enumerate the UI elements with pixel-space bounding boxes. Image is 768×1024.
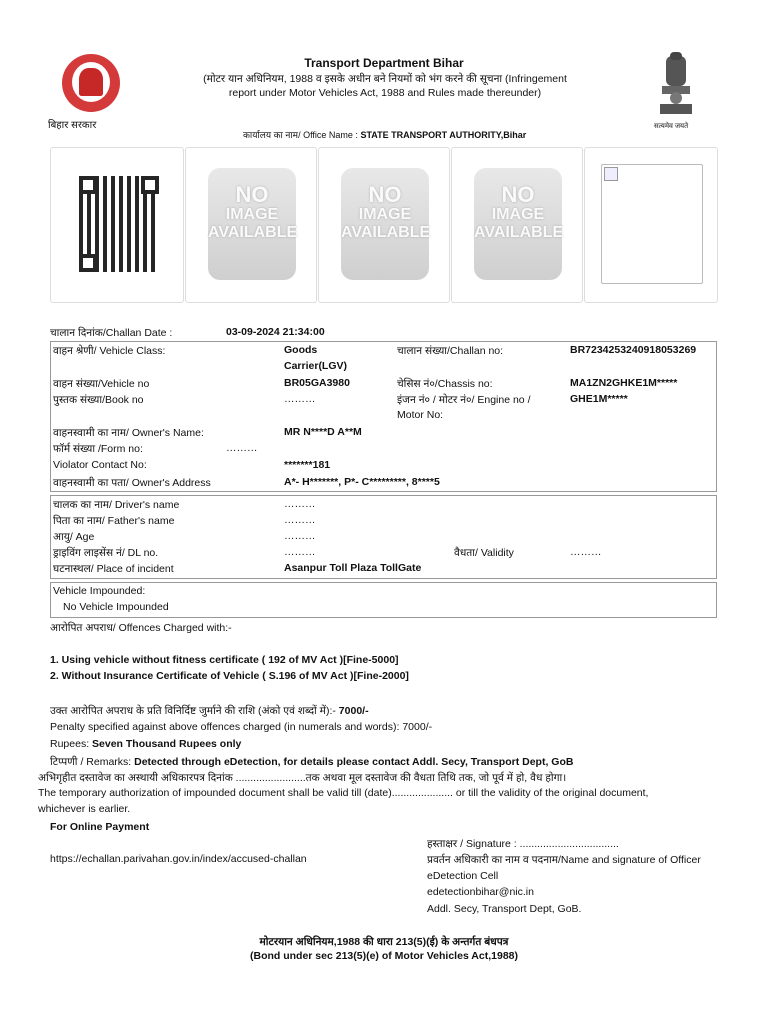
no-image-placeholder: NO IMAGE AVAILABLE — [208, 168, 296, 280]
vehicle-class-label: वाहन श्रेणी/ Vehicle Class: — [53, 345, 166, 357]
online-payment-label: For Online Payment — [50, 821, 150, 833]
payment-url-link[interactable]: https://echallan.parivahan.gov.in/index/accused-challan — [50, 853, 307, 865]
national-emblem-icon — [658, 52, 694, 118]
challan-no-label: चालान संख्या/Challan no: — [397, 345, 504, 357]
no-image-placeholder: NO IMAGE AVAILABLE — [341, 168, 429, 280]
subtitle-line-2: report under Motor Vehicles Act, 1988 and Rules made thereunder) — [228, 87, 542, 99]
emblem-caption: सत्यमेव जयते — [654, 123, 689, 130]
chassis-value: MA1ZN2GHKE1M***** — [570, 377, 678, 389]
book-no-label: पुस्तक संख्या/Book no — [53, 394, 144, 406]
remarks: टिप्पणी / Remarks: Detected through eDetection, for details please contact Addl. Secy, Transport Dept, GoB — [50, 756, 574, 768]
vehicle-class-value-1: Goods — [284, 344, 318, 356]
temporary-authorization-english-2: whichever is earlier. — [38, 803, 131, 815]
page-title: Transport Department Bihar — [304, 56, 464, 70]
bihar-government-logo — [62, 54, 120, 112]
challan-no-value: BR7234253240918053269 — [570, 344, 697, 356]
office-label: कार्यालय का नाम/ Office Name : — [243, 130, 358, 140]
validity-value: ……… — [570, 546, 602, 558]
qr-code — [79, 176, 159, 272]
owner-name-value: MR N****D A**M — [284, 426, 362, 438]
contact-email: edetectionbihar@nic.in — [427, 886, 534, 898]
subtitle-line-1: (मोटर यान अधिनियम, 1988 व इसके अधीन बने नियमों को भंग करने की सूचना (Infringement — [203, 73, 567, 85]
vehicle-no-value: BR05GA3980 — [284, 377, 350, 389]
driver-name-value: ……… — [284, 498, 316, 510]
offences-heading: आरोपित अपराध/ Offences Charged with:- — [50, 622, 232, 634]
signature-line: हस्ताक्षर / Signature : .................................. — [427, 838, 619, 850]
left-logo-caption: बिहार सरकार — [48, 120, 97, 131]
no-image-placeholder: NO IMAGE AVAILABLE — [474, 168, 562, 280]
office-name — [243, 128, 526, 141]
father-name-value: ……… — [284, 514, 316, 526]
edetection-cell: eDetection Cell — [427, 870, 499, 882]
father-name-label: पिता का नाम/ Father's name — [53, 515, 175, 527]
vehicle-impounded-label: Vehicle Impounded: — [53, 585, 146, 597]
department: Addl. Secy, Transport Dept, GoB. — [427, 903, 582, 915]
vehicle-class-value-2: Carrier(LGV) — [284, 360, 348, 372]
dl-no-value: ……… — [284, 546, 316, 558]
place-of-incident-value: Asanpur Toll Plaza TollGate — [284, 562, 422, 574]
photo-box-2 — [318, 147, 450, 303]
photo-box-3 — [451, 147, 583, 303]
bond-heading-english: (Bond under sec 213(5)(e) of Motor Vehicles Act,1988) — [249, 950, 518, 962]
photo-box-4 — [584, 147, 718, 303]
owner-address-label: वाहनस्वामी का पता/ Owner's Address — [53, 477, 211, 489]
photo-box-1 — [185, 147, 317, 303]
engine-label-1: इंजन नं० / मोटर नं०/ Engine no / — [397, 394, 531, 406]
place-of-incident-label: घटनास्थल/ Place of incident — [53, 563, 174, 575]
vehicle-impounded-value: No Vehicle Impounded — [63, 601, 169, 613]
form-no-value: ……… — [226, 442, 258, 454]
temporary-authorization-hindi: अभिगृहीत दस्तावेज का अस्थायी अधिकारपत्र दिनांक ........................तक अथवा मूल दस्तावेज की वैधता तिथि तक, जो पूर्व में हो, वैध होगा। — [38, 772, 567, 784]
age-value: ……… — [284, 530, 316, 542]
dl-no-label: ड्राइविंग लाइसेंस नं/ DL no. — [53, 547, 159, 559]
validity-label: वैधता/ Validity — [454, 547, 514, 559]
bond-heading-hindi: मोटरयान अधिनियम,1988 की धारा 213(5)(ई) के अन्तर्गत बंधपत्र — [259, 936, 509, 948]
broken-image-icon — [601, 164, 703, 284]
office-value: STATE TRANSPORT AUTHORITY,Bihar — [360, 130, 527, 140]
vehicle-no-label: वाहन संख्या/Vehicle no — [53, 378, 150, 390]
engine-value: GHE1M***** — [570, 393, 628, 405]
challan-date-value: 03-09-2024 21:34:00 — [226, 326, 325, 338]
officer-name-designation: प्रवर्तन अधिकारी का नाम व पदनाम/Name and signature of Officer — [427, 854, 701, 866]
temporary-authorization-english-1: The temporary authorization of impounded document shall be valid till (date)..................... or till the validity of the original document, — [38, 787, 649, 799]
form-no-label: फॉर्म संख्या /Form no: — [53, 443, 143, 455]
qr-code-box — [50, 147, 184, 303]
penalty-english: Penalty specified against above offences charged (in numerals and words): 7000/- — [50, 721, 433, 733]
driver-name-label: चालक का नाम/ Driver's name — [53, 499, 180, 511]
chassis-label: चेसिस नं०/Chassis no: — [397, 378, 493, 390]
offence-item: 2. Without Insurance Certificate of Vehicle ( S.196 of MV Act )[Fine-2000] — [50, 670, 409, 682]
vehicle-details-table — [50, 341, 717, 492]
violator-contact-label: Violator Contact No: — [53, 459, 147, 471]
penalty-hindi: उक्त आरोपित अपराध के प्रति विनिर्दिष्ट जुर्माने की राशि (अंको एवं शब्दों में):- 7000/- — [50, 705, 369, 717]
owner-name-label: वाहनस्वामी का नाम/ Owner's Name: — [53, 427, 204, 439]
owner-address-value: A*- H*******, P*- C*********, 8****5 — [284, 476, 440, 488]
violator-contact-value: *******181 — [284, 459, 331, 471]
book-no-value: ……… — [284, 393, 316, 405]
rupees-in-words: Rupees: Seven Thousand Rupees only — [50, 738, 242, 750]
challan-date-label: चालान दिनांक/Challan Date : — [50, 327, 173, 339]
engine-label-2: Motor No: — [397, 409, 444, 421]
offence-item: 1. Using vehicle without fitness certificate ( 192 of MV Act )[Fine-5000] — [50, 654, 399, 666]
age-label: आयु/ Age — [53, 531, 95, 543]
